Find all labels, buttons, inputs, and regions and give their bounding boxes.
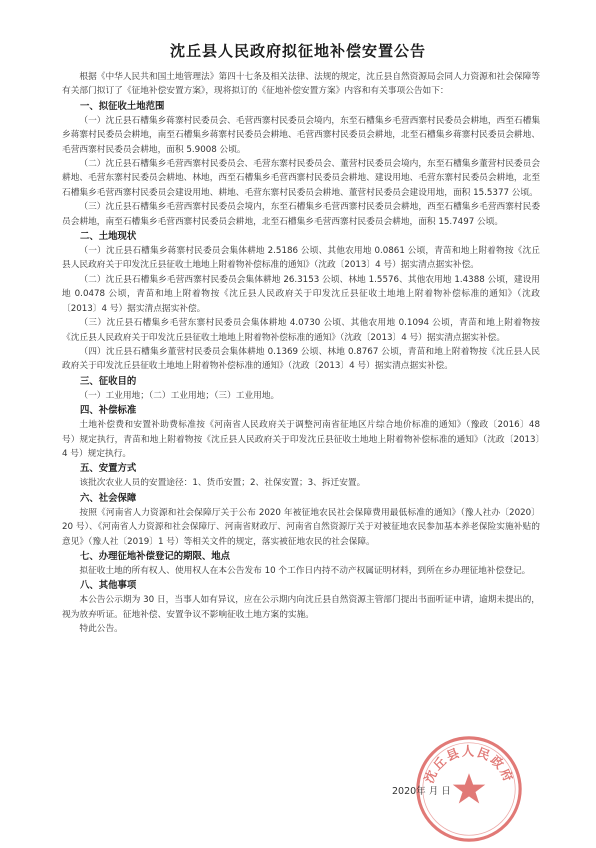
document-title: 沈丘县人民政府拟征地补偿安置公告 xyxy=(169,42,426,60)
section-4-heading: 四、补偿标准 xyxy=(80,405,137,417)
section-1-paragraph-2: （二）沈丘县石槽集乡毛营西寨村民委员会、毛营东寨村民委员会、董营村民委员会境内，东至石槽集乡董营村民委员会耕地、毛营东寨村民委员会耕地、林地，西至石槽集乡毛营西寨村民委员会耕地、建设用地、毛营东寨村民委员会耕地，北至石槽集乡毛营西寨村民委员会建设用地、耕地、毛营东寨村民委员会耕地、董营村民委员会建设用地，面积 15.5377 公顷。 xyxy=(62,159,540,198)
seal-text: 沈丘县人民政府 xyxy=(421,744,517,786)
section-6-paragraph-1: 按照《河南省人力资源和社会保障厅关于公布 2020 年被征地农民社会保障费用最低标准的通知》（豫人社办〔2020〕20 号）、《河南省人力资源和社会保障厅、河南省财政厅、河南省自然资源厅关于对被征地农民参加基本养老保险实施补贴的意见》（豫人社〔2019〕1 号）等相关文件的规定，落实被征地农民的社会保障。 xyxy=(62,507,540,547)
section-4-paragraph-1: 土地补偿费和安置补助费标准按《河南省人民政府关于调整河南省征地区片综合地价标准的通知》（豫政〔2016〕48 号）规定执行，青苗和地上附着物按《沈丘县人民政府关于印发沈丘县征收土地地上附着物补偿标准的通知》（沈政〔2013〕4 号）规定执行。 xyxy=(62,420,540,459)
section-7-paragraph-1: 拟征收土地的所有权人、使用权人在本公告发布 10 个工作日内持不动产权属证明材料，到所在乡办理征地补偿登记。 xyxy=(79,565,531,576)
section-2-heading: 二、土地现状 xyxy=(80,231,137,243)
section-8-heading: 八、其他事项 xyxy=(80,580,137,592)
closing-line: 特此公告。 xyxy=(79,624,123,635)
document-date: 2020年 月 日 xyxy=(392,786,451,797)
section-3-paragraph-1: （一）工业用地；（二）工业用地；（三）工业用地。 xyxy=(79,390,280,401)
section-2-paragraph-3: （三）沈丘县石槽集乡毛营东寨村民委员会集体耕地 4.0730 公顷、其他农用地 0.1094 公顷，青苗和地上附着物按《沈丘县人民政府关于印发沈丘县征收土地地上附着物补偿标准的通知》（沈政〔2013〕4 号）据实清点据实补偿。 xyxy=(62,318,540,343)
seal-star-icon xyxy=(453,773,485,803)
section-1-paragraph-3: （三）沈丘县石槽集乡毛营西寨村民委员会境内，东至石槽集乡毛营西寨村民委员会耕地，西至石槽集乡毛营西寨村民委员会耕地，南至石槽集乡毛营西寨村民委员会耕地，北至石槽集乡毛营西寨村民委员会耕地，面积 15.7497 公顷。 xyxy=(62,202,540,227)
document-body xyxy=(62,70,540,637)
section-3-heading: 三、征收目的 xyxy=(80,375,137,387)
section-2-paragraph-4: （四）沈丘县石槽集乡董营村民委员会集体耕地 0.1369 公顷、林地 0.8767 公顷，青苗和地上附着物按《沈丘县人民政府关于印发沈丘县征收土地地上附着物补偿标准的通知》（沈政〔2013〕4 号）据实清点据实补偿。 xyxy=(62,346,540,372)
section-1-heading: 一、拟征收土地范围 xyxy=(80,100,165,112)
intro-paragraph: 根据《中华人民共和国土地管理法》第四十七条及相关法律、法规的规定，沈丘县自然资源局会同人力资源和社会保障等有关部门拟订了《征地补偿安置方案》，现将拟订的《征地补偿安置方案》内容和有关事项公告如下： xyxy=(62,72,540,97)
section-2-paragraph-2: （二）沈丘县石槽集乡毛营西寨村民委员会集体耕地 26.3153 公顷、林地 1.5576、其他农用地 1.4388 公顷，建设用地 0.0478 公顷，青苗和地上附着物按《沈丘县人民政府关于印发沈丘县征收土地地上附着物补偿标准的通知》（沈政〔2013〕4 号）据实清点据实补偿。 xyxy=(62,274,540,314)
section-8-paragraph-1: 本公告公示期为 30 日，当事人如有异议，应在公示期内向沈丘县自然资源主管部门提出书面听证申请，逾期未提出的，视为放弃听证。征地补偿、安置争议不影响征收土地方案的实施。 xyxy=(62,595,540,620)
section-1-paragraph-1: （一）沈丘县石槽集乡蒋寨村民委员会、毛营西寨村民委员会境内，东至石槽集乡毛营西寨村民委员会耕地，西至石槽集乡蒋寨村民委员会耕地，南至石槽集乡蒋寨村民委员会耕地、毛营西寨村民委员会耕地，北至石槽集乡蒋寨村民委员会耕地、毛营西寨村民委员会耕地，面积 5.9008 公顷。 xyxy=(62,115,540,155)
section-5-paragraph-1: 该批次农业人员的安置途径：1、货币安置；2、社保安置；3、拆迁安置。 xyxy=(79,478,366,489)
section-7-heading: 七、办理征地补偿登记的期限、地点 xyxy=(80,550,231,562)
section-6-heading: 六、社会保障 xyxy=(80,492,137,504)
section-5-heading: 五、安置方式 xyxy=(80,463,137,475)
section-2-paragraph-1: （一）沈丘县石槽集乡蒋寨村民委员会集体耕地 2.5186 公顷、其他农用地 0.0861 公顷，青苗和地上附着物按《沈丘县人民政府关于印发沈丘县征收土地地上附着物补偿标准的通知》（沈政〔2013〕4 号）据实清点据实补偿。 xyxy=(62,246,540,271)
